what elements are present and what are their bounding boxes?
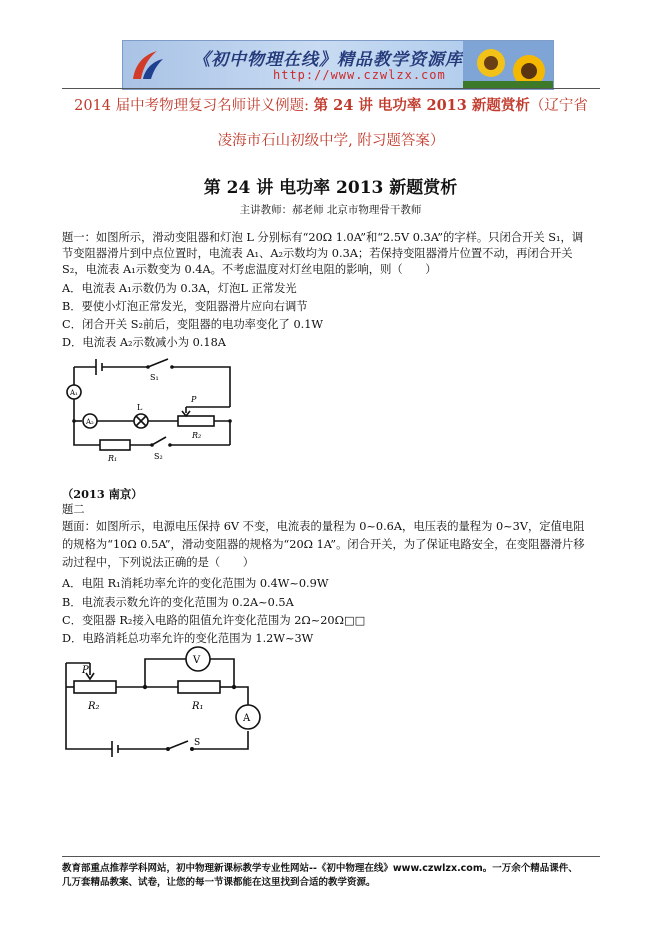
q2-option-c: C．变阻器 R₂接入电路的阻值允许变化范围为 2Ω~20Ω□□ <box>62 614 366 627</box>
q2-r2-label: R₂ <box>88 701 100 712</box>
lecture-title: 第 24 讲 电功率 2013 新题赏析 <box>203 178 458 198</box>
q1-a1-label: A₁ <box>70 389 78 397</box>
q1-line-1: 题一：如图所示，滑动变阻器和灯泡 L 分别标有“20Ω 1.0A”和“2.5V 0.3A”的字样。只闭合开关 S₁，调 <box>62 231 584 244</box>
q1-r1-label: R₁ <box>108 454 118 463</box>
site-banner <box>122 40 554 90</box>
q2-r1-label: R₁ <box>192 701 204 712</box>
q2-p-label: P <box>82 665 89 676</box>
q1-option-b: B．要使小灯泡正常发光，变阻器滑片应向右调节 <box>62 300 308 313</box>
q2-line-3: 动过程中，下列说法正确的是（ ） <box>62 556 255 569</box>
q1-s1-label: S₁ <box>150 373 159 382</box>
q1-line-2: 节变阻器滑片到中点位置时，电流表 A₁、A₂示数均为 0.3A；若保持变阻器滑片位置不动，再闭合开关 <box>62 247 573 260</box>
q2-option-d: D．电路消耗总功率允许的变化范围为 1.2W~3W <box>62 632 314 645</box>
site-logo-icon <box>127 45 167 85</box>
q1-s2-label: S₂ <box>154 452 163 461</box>
q2-line-1: 题面：如图所示，电源电压保持 6V 不变，电流表的量程为 0~0.6A，电压表的量程为 0~3V，定值电阻 <box>62 520 585 533</box>
q2-ammeter-label: A <box>243 713 251 724</box>
page-footer <box>62 862 602 890</box>
header-divider <box>62 88 600 89</box>
q1-option-c: C．闭合开关 S₂前后，变阻器的电功率变化了 0.1W <box>62 318 324 331</box>
q1-lamp-label: L <box>137 403 143 412</box>
q2-voltmeter-label: V <box>193 655 201 666</box>
q1-option-a: A．电流表 A₁示数仍为 0.3A，灯泡L 正常发光 <box>62 282 297 295</box>
doc-title-suffix: （辽宁省 <box>529 98 588 114</box>
footer-line-1: 教育部重点推荐学科网站，初中物理新课标教学专业性网站--《初中物理在线》www.czwlzx.com。一万余个精品课件、 <box>62 863 578 874</box>
q1-p-label: P <box>191 395 197 404</box>
banner-title: 《初中物理在线》精品教学资源库 <box>193 50 463 70</box>
doc-title-line1 <box>62 95 600 117</box>
sunflower-icon <box>463 41 553 89</box>
footer-divider <box>62 856 600 857</box>
q1-line-3: S₂，电流表 A₁示数变为 0.4A。不考虑温度对灯丝电阻的影响，则（ ） <box>62 263 437 276</box>
q1-r2-label: R₂ <box>192 431 202 440</box>
q2-option-a: A．电阻 R₁消耗功率允许的变化范围为 0.4W~0.9W <box>62 577 329 590</box>
q2-circuit-diagram <box>60 645 270 760</box>
q2-switch-label: S <box>194 738 201 748</box>
footer-line-2: 几万套精品教案、试卷，让您的每一节课都能在这里找到合适的教学资源。 <box>62 877 376 888</box>
q2-option-b: B．电流表示数允许的变化范围为 0.2A~0.5A <box>62 596 294 609</box>
doc-title-bold: 第 24 讲 电功率 2013 新题赏析 <box>313 97 530 114</box>
doc-title-line2: 凌海市石山初级中学, 附习题答案） <box>217 133 445 149</box>
q2-source: （2013 南京） <box>62 487 143 501</box>
q1-a2-label: A₂ <box>86 418 94 426</box>
q1-option-d: D．电流表 A₂示数减小为 0.18A <box>62 336 226 349</box>
q1-circuit-diagram <box>60 355 250 465</box>
q2-line-2: 的规格为“10Ω 0.5A”，滑动变阻器的规格为“20Ω 1A”。闭合开关，为了保证电路安全，在变阻器滑片移 <box>62 538 585 551</box>
q2-label: 题二 <box>62 503 85 516</box>
banner-url[interactable]: http://www.czwlzx.com <box>273 68 446 82</box>
lecture-teacher: 主讲教师：郝老师 北京市物理骨干教师 <box>239 204 422 216</box>
doc-title-prefix: 2014 届中考物理复习名师讲义例题: <box>74 98 314 114</box>
